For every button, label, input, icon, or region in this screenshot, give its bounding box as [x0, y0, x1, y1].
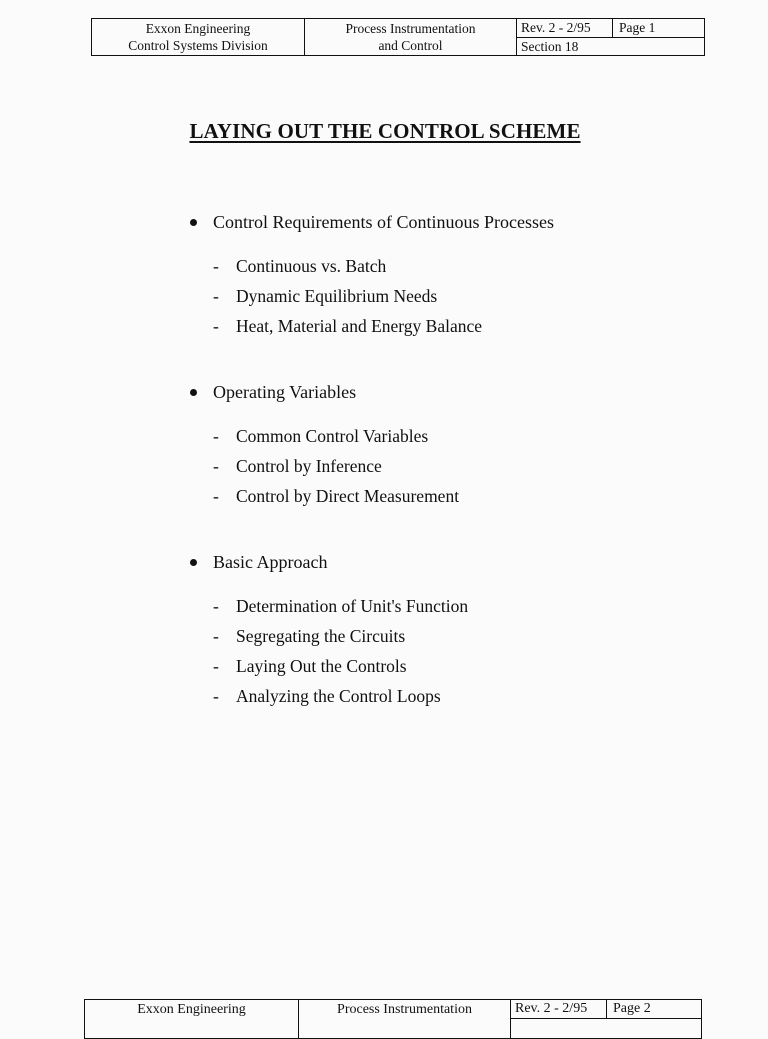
- header-course-line1: Process Instrumentation: [337, 1002, 472, 1017]
- list-item-text: Common Control Variables: [236, 426, 429, 446]
- header-page-number: Page 1: [619, 20, 656, 35]
- dash-marker: -: [213, 426, 219, 446]
- dash-marker: -: [213, 316, 219, 336]
- header-meta-cell: [511, 1000, 701, 1038]
- header-organization-cell: [92, 19, 305, 55]
- page-title: LAYING OUT THE CONTROL SCHEME: [189, 119, 581, 143]
- list-item-text: Laying Out the Controls: [236, 656, 407, 676]
- dash-marker: -: [213, 256, 219, 276]
- header-page-number: Page 2: [613, 1001, 651, 1016]
- dash-marker: -: [213, 626, 219, 646]
- list-item-text: Continuous vs. Batch: [236, 256, 387, 276]
- header-org-line1: Exxon Engineering: [145, 21, 251, 36]
- header-course-line1: Process Instrumentation: [345, 21, 476, 36]
- list-item-text: Heat, Material and Energy Balance: [236, 316, 483, 336]
- bullet-dot-icon: [190, 559, 197, 566]
- list-item-text: Dynamic Equilibrium Needs: [236, 286, 438, 306]
- dash-marker: -: [213, 286, 219, 306]
- bullet-heading: Operating Variables: [213, 382, 357, 402]
- header-revision: Rev. 2 - 2/95: [511, 1000, 607, 1018]
- bullet-heading: Basic Approach: [213, 552, 328, 572]
- header-organization-cell: [85, 1000, 299, 1038]
- header-course-line2: and Control: [378, 38, 443, 53]
- header-meta-row: [517, 19, 704, 38]
- header-course-cell: [305, 19, 517, 55]
- header-section: Section 18: [521, 39, 579, 54]
- header-meta-row: [511, 1000, 701, 1019]
- page-header: [91, 18, 705, 56]
- next-page-header: [84, 999, 702, 1039]
- bullet-dot-icon: [190, 219, 197, 226]
- list-item-text: Segregating the Circuits: [236, 626, 406, 646]
- list-item-text: Analyzing the Control Loops: [236, 686, 441, 706]
- dash-marker: -: [213, 596, 219, 616]
- dash-marker: -: [213, 456, 219, 476]
- bullet-dot-icon: [190, 389, 197, 396]
- header-course-cell: [299, 1000, 511, 1038]
- header-org-line1: Exxon Engineering: [137, 1002, 246, 1017]
- list-item-text: Determination of Unit's Function: [236, 596, 469, 616]
- header-meta-cell: [517, 19, 704, 55]
- dash-marker: -: [213, 656, 219, 676]
- list-item-text: Control by Inference: [236, 456, 382, 476]
- dash-marker: -: [213, 686, 219, 706]
- bullet-heading: Control Requirements of Continuous Processes: [213, 212, 554, 232]
- list-item-text: Control by Direct Measurement: [236, 486, 460, 506]
- header-org-line2: Control Systems Division: [128, 38, 268, 53]
- header-revision: Rev. 2 - 2/95: [517, 19, 613, 37]
- dash-marker: -: [213, 486, 219, 506]
